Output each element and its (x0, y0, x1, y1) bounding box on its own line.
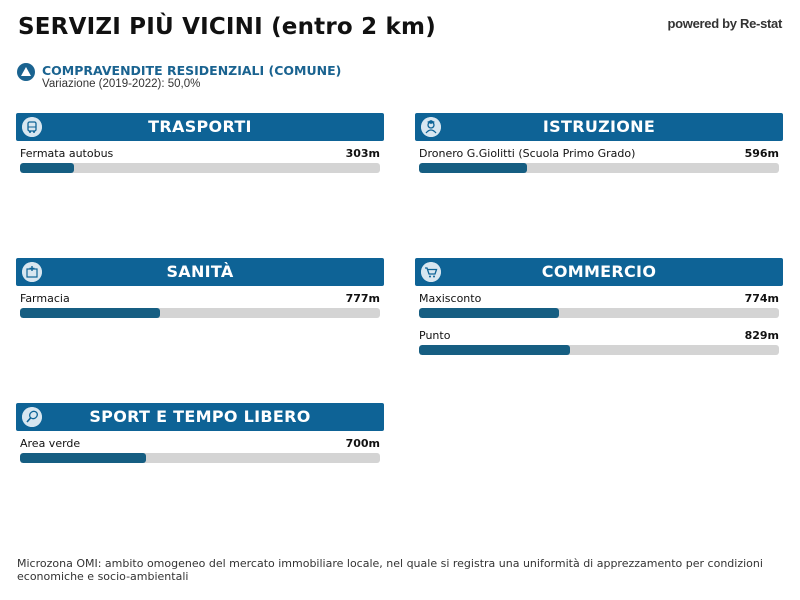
section-header (415, 113, 783, 141)
section-header (16, 113, 384, 141)
service-name: Maxisconto (419, 292, 482, 305)
service-distance: 777m (345, 292, 380, 305)
distance-bar-fill (20, 163, 74, 173)
service-name: Punto (419, 329, 451, 342)
powered-by-logo: powered by Re-stat (667, 16, 782, 31)
distance-bar-fill (419, 308, 559, 318)
distance-bar (419, 163, 779, 173)
section-commercio (415, 258, 783, 360)
service-distance: 596m (744, 147, 779, 160)
distance-bar-fill (20, 308, 160, 318)
section-title: SPORT E TEMPO LIBERO (89, 407, 311, 426)
service-distance: 829m (744, 329, 779, 342)
list-item (20, 431, 380, 468)
section-title: ISTRUZIONE (542, 117, 656, 136)
distance-bar (20, 308, 380, 318)
section-header (415, 258, 783, 286)
section-istruzione (415, 113, 783, 178)
page-title: SERVIZI PIÙ VICINI (entro 2 km) (18, 14, 436, 40)
distance-bar (419, 308, 779, 318)
market-variation: Variazione (2019-2022): 50,0% (42, 78, 201, 90)
list-item (419, 323, 779, 360)
distance-bar (20, 453, 380, 463)
list-item (419, 141, 779, 178)
list-item (419, 286, 779, 323)
footnote: Microzona OMI: ambito omogeneo del mercato immobiliare locale, nel quale si registra una uniformità di apprezzamento per condizioni economiche e socio-ambientali (17, 557, 763, 583)
service-distance: 774m (744, 292, 779, 305)
service-distance: 303m (345, 147, 380, 160)
distance-bar-fill (419, 163, 527, 173)
distance-bar-fill (20, 453, 146, 463)
distance-bar-fill (419, 345, 570, 355)
distance-bar (20, 163, 380, 173)
service-name: Area verde (20, 437, 81, 450)
service-distance: 700m (345, 437, 380, 450)
list-item (20, 141, 380, 178)
section-title: COMMERCIO (541, 262, 657, 281)
triangle-up-icon (17, 63, 35, 81)
section-sanita (16, 258, 384, 323)
section-header (16, 403, 384, 431)
section-header (16, 258, 384, 286)
service-name: Farmacia (20, 292, 70, 305)
service-name: Fermata autobus (20, 147, 114, 160)
section-sport (16, 403, 384, 468)
section-title: SANITÀ (166, 262, 234, 281)
market-title: COMPRAVENDITE RESIDENZIALI (COMUNE) (42, 63, 342, 78)
service-name: Dronero G.Giolitti (Scuola Primo Grado) (419, 147, 636, 160)
section-trasporti (16, 113, 384, 178)
list-item (20, 286, 380, 323)
section-title: TRASPORTI (148, 117, 252, 136)
distance-bar (419, 345, 779, 355)
